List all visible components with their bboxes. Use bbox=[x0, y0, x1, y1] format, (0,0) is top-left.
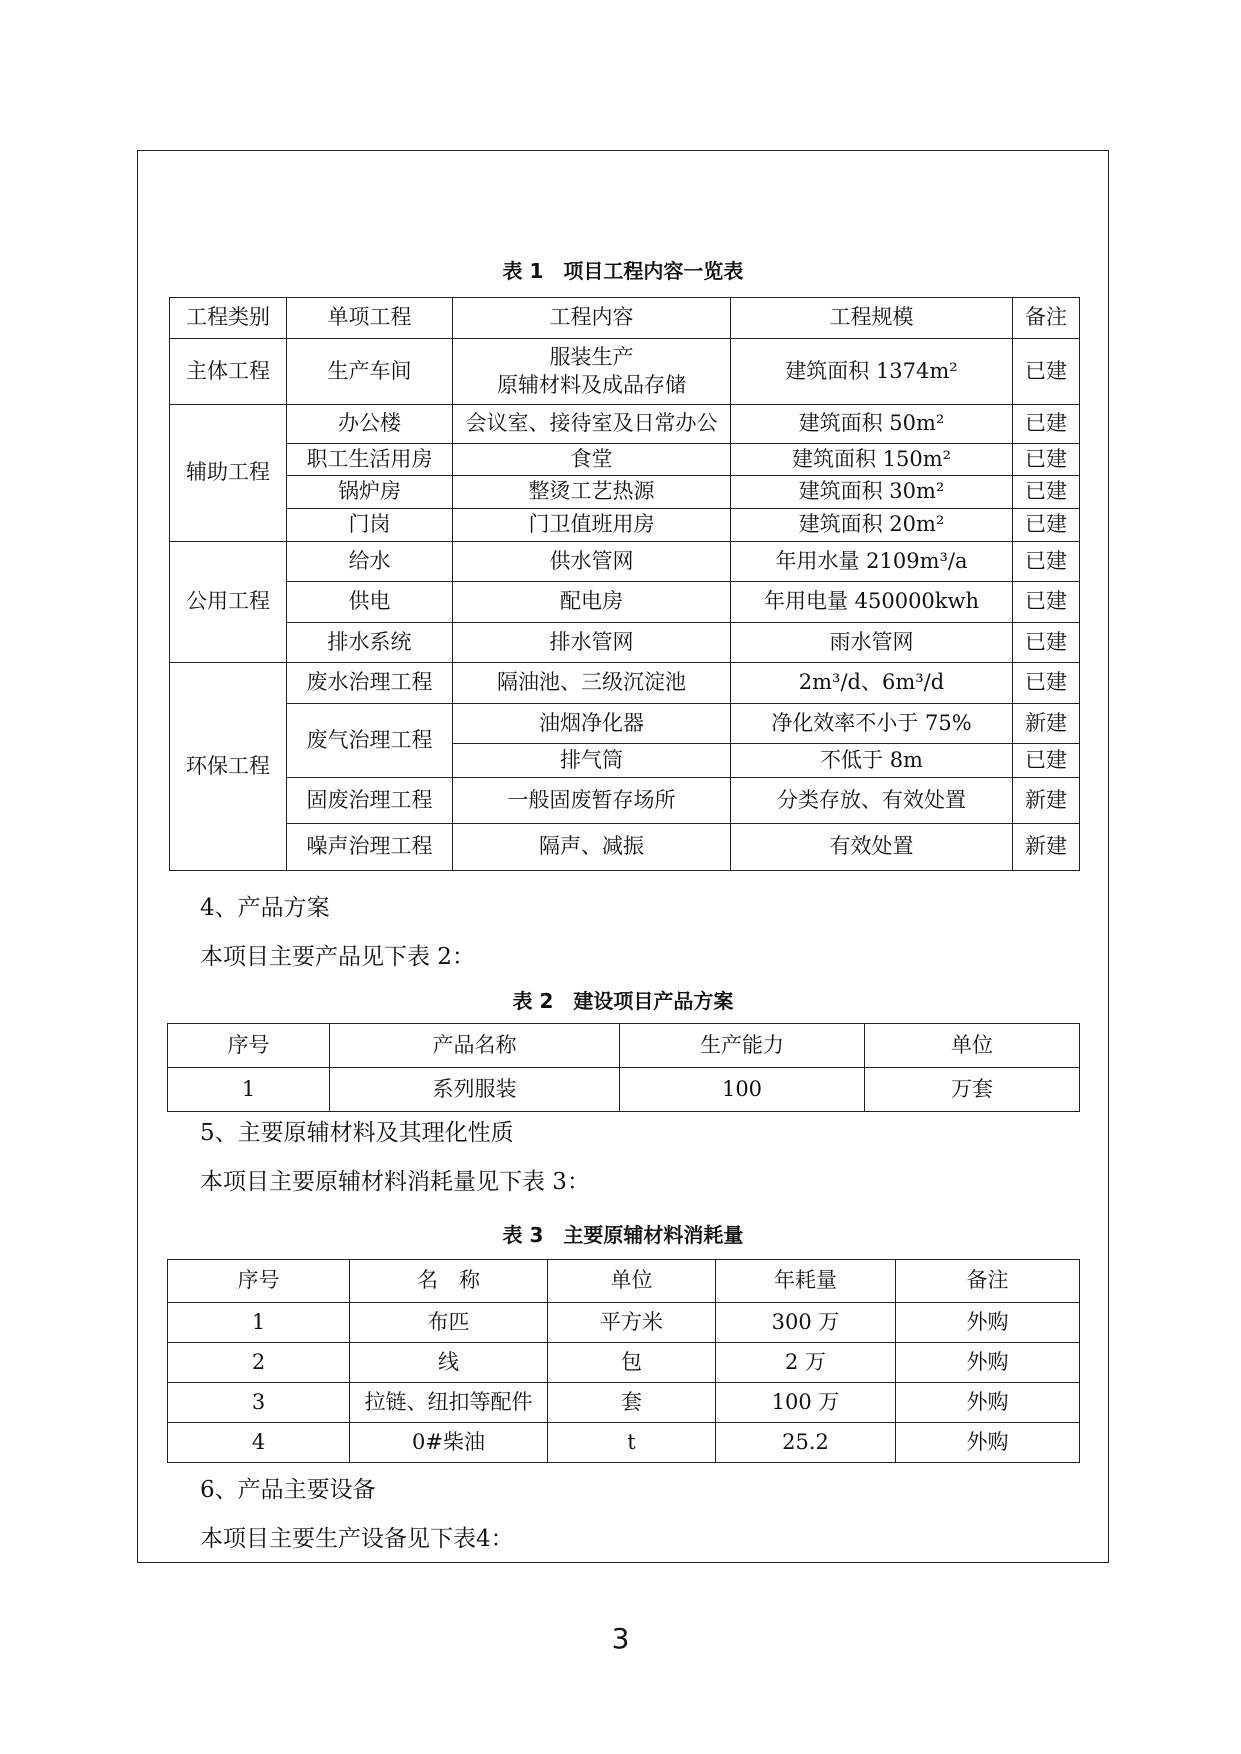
table3-caption: 表 3 主要原辅材料消耗量 bbox=[502, 1223, 744, 1247]
table-row bbox=[170, 509, 1080, 542]
note-cell: 已建 bbox=[1013, 405, 1080, 444]
table-row bbox=[170, 542, 1080, 582]
note-cell: 新建 bbox=[1013, 778, 1080, 824]
table-row bbox=[170, 444, 1080, 476]
table2-header-cell: 单位 bbox=[865, 1024, 1080, 1068]
table-cell: 0#柴油 bbox=[350, 1423, 548, 1463]
table-row bbox=[170, 405, 1080, 444]
note-cell: 已建 bbox=[1013, 444, 1080, 476]
table-cell: 1 bbox=[168, 1068, 330, 1112]
scale-cell: 分类存放、有效处置 bbox=[731, 778, 1013, 824]
note-cell: 已建 bbox=[1013, 542, 1080, 582]
table-row bbox=[170, 663, 1080, 704]
table-cell: 4 bbox=[168, 1423, 350, 1463]
table2-header-row bbox=[168, 1024, 1080, 1068]
table-row bbox=[170, 704, 1080, 744]
scale-cell: 不低于 8m bbox=[731, 744, 1013, 778]
table2-header-cell: 生产能力 bbox=[620, 1024, 865, 1068]
content-cell: 排水管网 bbox=[453, 623, 731, 663]
document-frame bbox=[137, 150, 1109, 1563]
table-cell: 套 bbox=[548, 1383, 716, 1423]
category-cell: 公用工程 bbox=[170, 542, 287, 663]
table1-header-cell: 工程内容 bbox=[453, 298, 731, 339]
table-cell: 万套 bbox=[865, 1068, 1080, 1112]
scale-cell: 净化效率不小于 75% bbox=[731, 704, 1013, 744]
table1-header-cell: 工程类别 bbox=[170, 298, 287, 339]
note-cell: 已建 bbox=[1013, 476, 1080, 509]
table3-header-cell: 名 称 bbox=[350, 1260, 548, 1303]
table-cell: 外购 bbox=[896, 1383, 1080, 1423]
scale-cell: 有效处置 bbox=[731, 824, 1013, 871]
content-cell bbox=[453, 339, 731, 405]
table-cell: 1 bbox=[168, 1303, 350, 1343]
scale-cell: 建筑面积 30m² bbox=[731, 476, 1013, 509]
content-cell: 供水管网 bbox=[453, 542, 731, 582]
item-cell: 废气治理工程 bbox=[287, 704, 453, 778]
table3 bbox=[167, 1259, 1080, 1463]
content-cell: 隔声、减振 bbox=[453, 824, 731, 871]
table-cell: 布匹 bbox=[350, 1303, 548, 1343]
content-cell: 会议室、接待室及日常办公 bbox=[453, 405, 731, 444]
table3-header-cell: 单位 bbox=[548, 1260, 716, 1303]
table-cell: 包 bbox=[548, 1343, 716, 1383]
table-row bbox=[170, 824, 1080, 871]
table2-header-cell: 产品名称 bbox=[330, 1024, 620, 1068]
table3-header-cell: 备注 bbox=[896, 1260, 1080, 1303]
note-cell: 新建 bbox=[1013, 704, 1080, 744]
section-heading: 5、主要原辅材料及其理化性质 bbox=[200, 1120, 514, 1146]
scale-cell: 建筑面积 20m² bbox=[731, 509, 1013, 542]
table-cell: 外购 bbox=[896, 1343, 1080, 1383]
table-cell: 平方米 bbox=[548, 1303, 716, 1343]
content-cell: 排气筒 bbox=[453, 744, 731, 778]
item-cell: 固废治理工程 bbox=[287, 778, 453, 824]
table3-header-row bbox=[168, 1260, 1080, 1303]
table-row bbox=[170, 623, 1080, 663]
table1-header-cell: 备注 bbox=[1013, 298, 1080, 339]
table-cell: 2 bbox=[168, 1343, 350, 1383]
table1-header-row bbox=[170, 298, 1080, 339]
table-row bbox=[168, 1068, 1080, 1112]
item-cell: 门岗 bbox=[287, 509, 453, 542]
scale-cell: 建筑面积 150m² bbox=[731, 444, 1013, 476]
note-cell: 已建 bbox=[1013, 339, 1080, 405]
table-row bbox=[168, 1343, 1080, 1383]
table3-header-cell: 年耗量 bbox=[716, 1260, 896, 1303]
table2 bbox=[167, 1023, 1080, 1112]
content-line: 服装生产 bbox=[549, 345, 634, 370]
table1-caption: 表 1 项目工程内容一览表 bbox=[502, 259, 744, 283]
table1-header-cell: 工程规模 bbox=[731, 298, 1013, 339]
item-cell: 生产车间 bbox=[287, 339, 453, 405]
table2-header-cell: 序号 bbox=[168, 1024, 330, 1068]
table-cell: 2 万 bbox=[716, 1343, 896, 1383]
category-cell: 环保工程 bbox=[170, 663, 287, 871]
table-cell: 系列服装 bbox=[330, 1068, 620, 1112]
item-cell: 办公楼 bbox=[287, 405, 453, 444]
item-cell: 职工生活用房 bbox=[287, 444, 453, 476]
table3-header-cell: 序号 bbox=[168, 1260, 350, 1303]
table-cell: 线 bbox=[350, 1343, 548, 1383]
table1-header-cell: 单项工程 bbox=[287, 298, 453, 339]
item-cell: 噪声治理工程 bbox=[287, 824, 453, 871]
scale-cell: 2m³/d、6m³/d bbox=[731, 663, 1013, 704]
note-cell: 已建 bbox=[1013, 509, 1080, 542]
section-text: 本项目主要产品见下表 2： bbox=[200, 944, 475, 970]
content-cell: 整烫工艺热源 bbox=[453, 476, 731, 509]
table-cell: 3 bbox=[168, 1383, 350, 1423]
table-cell: t bbox=[548, 1423, 716, 1463]
table-row bbox=[170, 582, 1080, 623]
scale-cell: 年用电量 450000kwh bbox=[731, 582, 1013, 623]
note-cell: 已建 bbox=[1013, 744, 1080, 778]
item-cell: 锅炉房 bbox=[287, 476, 453, 509]
table-row bbox=[168, 1303, 1080, 1343]
table-cell: 拉链、纽扣等配件 bbox=[350, 1383, 548, 1423]
table-row bbox=[170, 339, 1080, 405]
scale-cell: 雨水管网 bbox=[731, 623, 1013, 663]
table1 bbox=[169, 297, 1080, 871]
section-heading: 6、产品主要设备 bbox=[200, 1477, 376, 1503]
note-cell: 已建 bbox=[1013, 663, 1080, 704]
item-cell: 供电 bbox=[287, 582, 453, 623]
table-cell: 100 bbox=[620, 1068, 865, 1112]
note-cell: 已建 bbox=[1013, 582, 1080, 623]
table-cell: 300 万 bbox=[716, 1303, 896, 1343]
content-line: 原辅材料及成品存储 bbox=[497, 372, 686, 397]
section-text: 本项目主要原辅材料消耗量见下表 3： bbox=[200, 1169, 590, 1195]
content-cell: 一般固废暂存场所 bbox=[453, 778, 731, 824]
content-cell: 配电房 bbox=[453, 582, 731, 623]
table-cell: 25.2 bbox=[716, 1423, 896, 1463]
section-heading: 4、产品方案 bbox=[200, 895, 330, 921]
table-row bbox=[168, 1423, 1080, 1463]
item-cell: 废水治理工程 bbox=[287, 663, 453, 704]
category-cell: 主体工程 bbox=[170, 339, 287, 405]
content-cell: 隔油池、三级沉淀池 bbox=[453, 663, 731, 704]
page-number: 3 bbox=[611, 1622, 630, 1655]
content-cell: 油烟净化器 bbox=[453, 704, 731, 744]
note-cell: 新建 bbox=[1013, 824, 1080, 871]
table-cell: 100 万 bbox=[716, 1383, 896, 1423]
note-cell: 已建 bbox=[1013, 623, 1080, 663]
content-cell: 门卫值班用房 bbox=[453, 509, 731, 542]
item-cell: 排水系统 bbox=[287, 623, 453, 663]
table-row bbox=[170, 476, 1080, 509]
table-cell: 外购 bbox=[896, 1303, 1080, 1343]
scale-cell: 年用水量 2109m³/a bbox=[731, 542, 1013, 582]
scale-cell: 建筑面积 50m² bbox=[731, 405, 1013, 444]
item-cell: 给水 bbox=[287, 542, 453, 582]
table2-caption: 表 2 建设项目产品方案 bbox=[512, 989, 734, 1013]
section-text: 本项目主要生产设备见下表4： bbox=[200, 1526, 514, 1552]
table-cell: 外购 bbox=[896, 1423, 1080, 1463]
table-row bbox=[168, 1383, 1080, 1423]
category-cell: 辅助工程 bbox=[170, 405, 287, 542]
table-row bbox=[170, 778, 1080, 824]
content-cell: 食堂 bbox=[453, 444, 731, 476]
scale-cell: 建筑面积 1374m² bbox=[731, 339, 1013, 405]
